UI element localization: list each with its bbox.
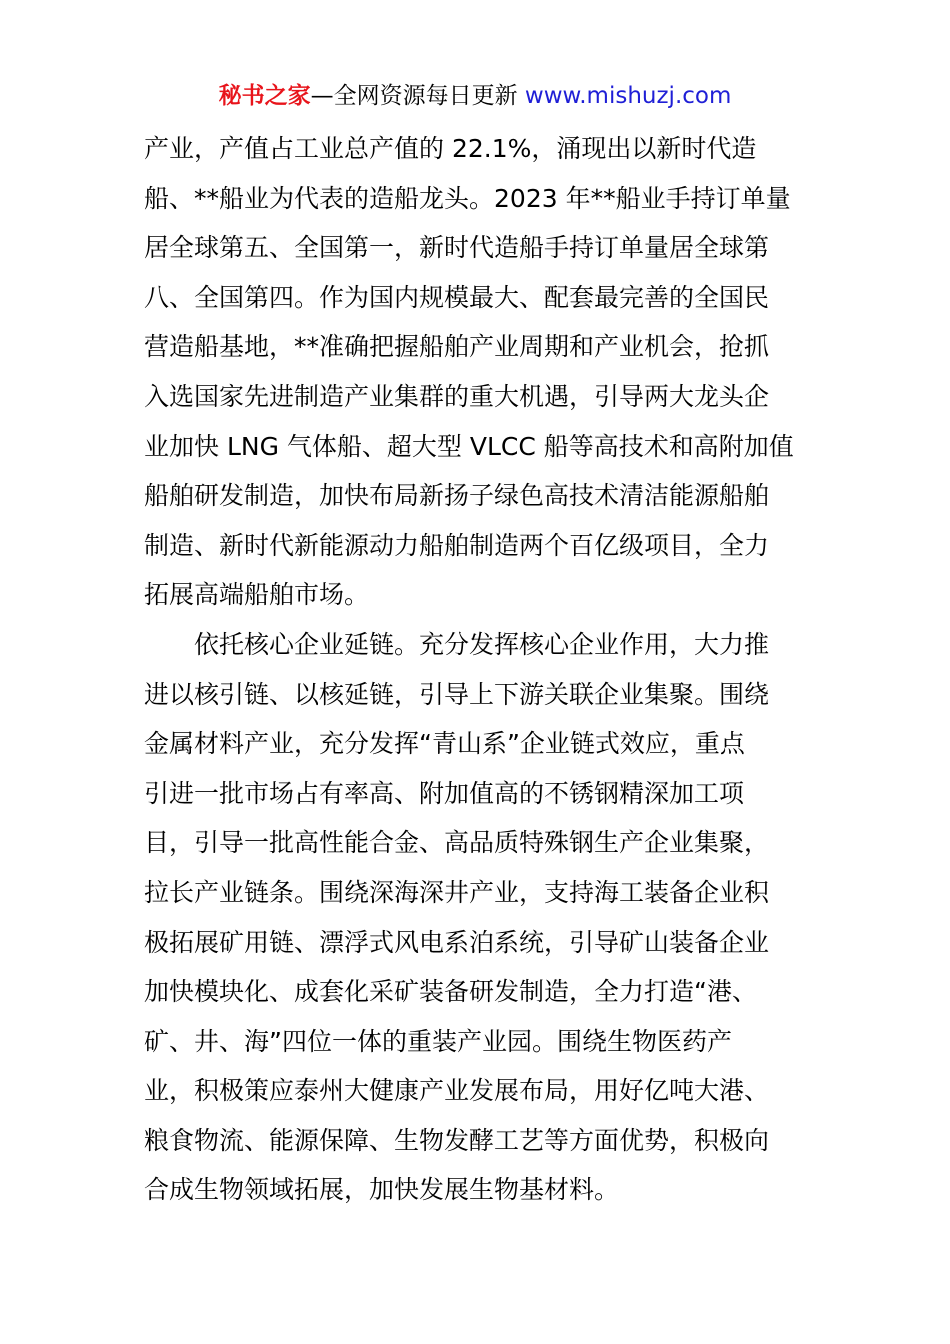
text-line: 制造、新时代新能源动力船舶制造两个百亿级项目，全力 xyxy=(144,530,770,560)
text-line: 八、全国第四。作为国内规模最大、配套最完善的全国民 xyxy=(144,282,770,312)
site-header xyxy=(0,80,950,112)
text-line: 拓展高端船舶市场。 xyxy=(144,580,370,610)
text-line: 拉长产业链条。围绕深海深井产业，支持海工装备企业积 xyxy=(144,877,770,907)
text-line: 金属材料产业，充分发挥“青山系”企业链式效应，重点 xyxy=(144,729,745,759)
text-line: 目，引导一批高性能合金、高品质特殊钢生产企业集聚， xyxy=(144,828,770,858)
site-tagline: —全网资源每日更新 xyxy=(310,83,525,109)
text-line: 矿、井、海”四位一体的重装产业园。围绕生物医药产 xyxy=(144,1026,732,1056)
text-line: 居全球第五、全国第一，新时代造船手持订单量居全球第 xyxy=(144,233,770,263)
text-line: 营造船基地，**准确把握船舶产业周期和产业机会，抢抓 xyxy=(144,332,770,362)
text-line: 进以核引链、以核延链，引导上下游关联企业集聚。围绕 xyxy=(144,679,770,709)
text-line: 船、**船业为代表的造船龙头。2023 年**船业手持订单量 xyxy=(144,183,791,213)
site-brand: 秘书之家 xyxy=(218,83,311,109)
text-line: 极拓展矿用链、漂浮式风电系泊系统，引导矿山装备企业 xyxy=(144,927,770,957)
text-line: 加快模块化、成套化采矿装备研发制造，全力打造“港、 xyxy=(144,977,757,1007)
text-line: 依托核心企业延链。充分发挥核心企业作用，大力推 xyxy=(194,629,770,659)
text-line: 业加快 LNG 气体船、超大型 VLCC 船等高技术和高附加值 xyxy=(144,431,794,461)
text-line: 粮食物流、能源保障、生物发酵工艺等方面优势，积极向 xyxy=(144,1125,770,1155)
text-line: 产业，产值占工业总产值的 22.1%，涌现出以新时代造 xyxy=(144,134,757,163)
text-line: 船舶研发制造，加快布局新扬子绿色高技术清洁能源船舶 xyxy=(144,481,770,511)
text-line: 引进一批市场占有率高、附加值高的不锈钢精深加工项 xyxy=(144,778,745,808)
site-url-link[interactable]: www.mishuzj.com xyxy=(524,83,732,109)
text-line: 入选国家先进制造产业集群的重大机遇，引导两大龙头企 xyxy=(144,381,770,411)
document-body xyxy=(144,124,814,1215)
text-line: 业，积极策应泰州大健康产业发展布局，用好亿吨大港、 xyxy=(144,1076,770,1106)
text-line: 合成生物领域拓展，加快发展生物基材料。 xyxy=(144,1175,620,1205)
